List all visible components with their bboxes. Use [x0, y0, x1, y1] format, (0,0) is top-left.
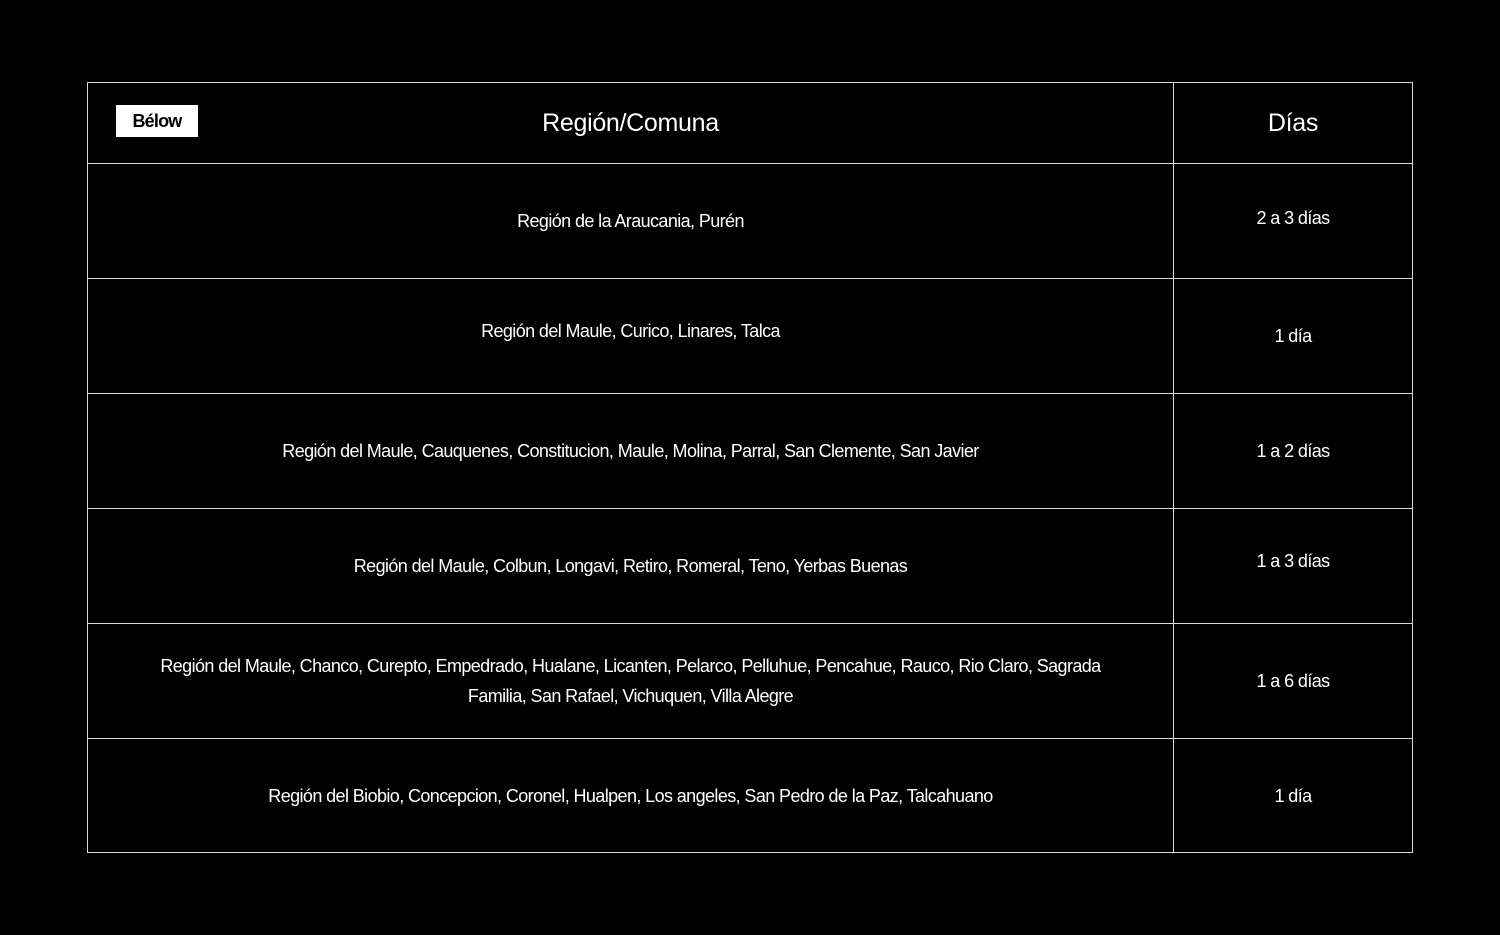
region-cell: Región del Maule, Colbun, Longavi, Retiro, Romeral, Teno, Yerbas Buenas: [353, 556, 908, 576]
table-row: [88, 279, 1412, 394]
table-row: [88, 739, 1412, 852]
region-cell: Región del Biobio, Concepcion, Coronel, Hualpen, Los angeles, San Pedro de la Paz, Talcahuano: [268, 785, 993, 806]
table-row: [88, 624, 1412, 739]
region-cell: Región del Maule, Cauquenes, Constitucion, Maule, Molina, Parral, San Clemente, San Javier: [282, 441, 979, 461]
days-cell: 1 a 6 días: [1173, 624, 1412, 738]
days-cell: 2 a 3 días: [1173, 164, 1412, 278]
region-cell: Región de la Araucania, Purén: [517, 211, 744, 231]
days-cell: 1 día: [1173, 739, 1412, 852]
table-row: [88, 164, 1412, 279]
delivery-times-table: [87, 82, 1413, 853]
below-logo: Bélow: [116, 105, 198, 137]
table-row: [88, 394, 1412, 509]
days-column-header: Días: [1173, 83, 1412, 163]
region-cell: Región del Maule, Chanco, Curepto, Empedrado, Hualane, Licanten, Pelarco, Pelluhue, Pencahue, Rauco, Rio Claro, Sagrada Familia, San Rafael, Vichuquen, Villa Alegre: [160, 656, 1101, 706]
table-header-row: [88, 83, 1412, 164]
days-cell: 1 día: [1173, 279, 1412, 393]
region-cell: Región del Maule, Curico, Linares, Talca: [481, 321, 780, 341]
days-cell: 1 a 3 días: [1173, 509, 1412, 623]
region-column-header: Región/Comuna: [542, 108, 719, 137]
days-cell: 1 a 2 días: [1173, 394, 1412, 508]
table-row: [88, 509, 1412, 624]
